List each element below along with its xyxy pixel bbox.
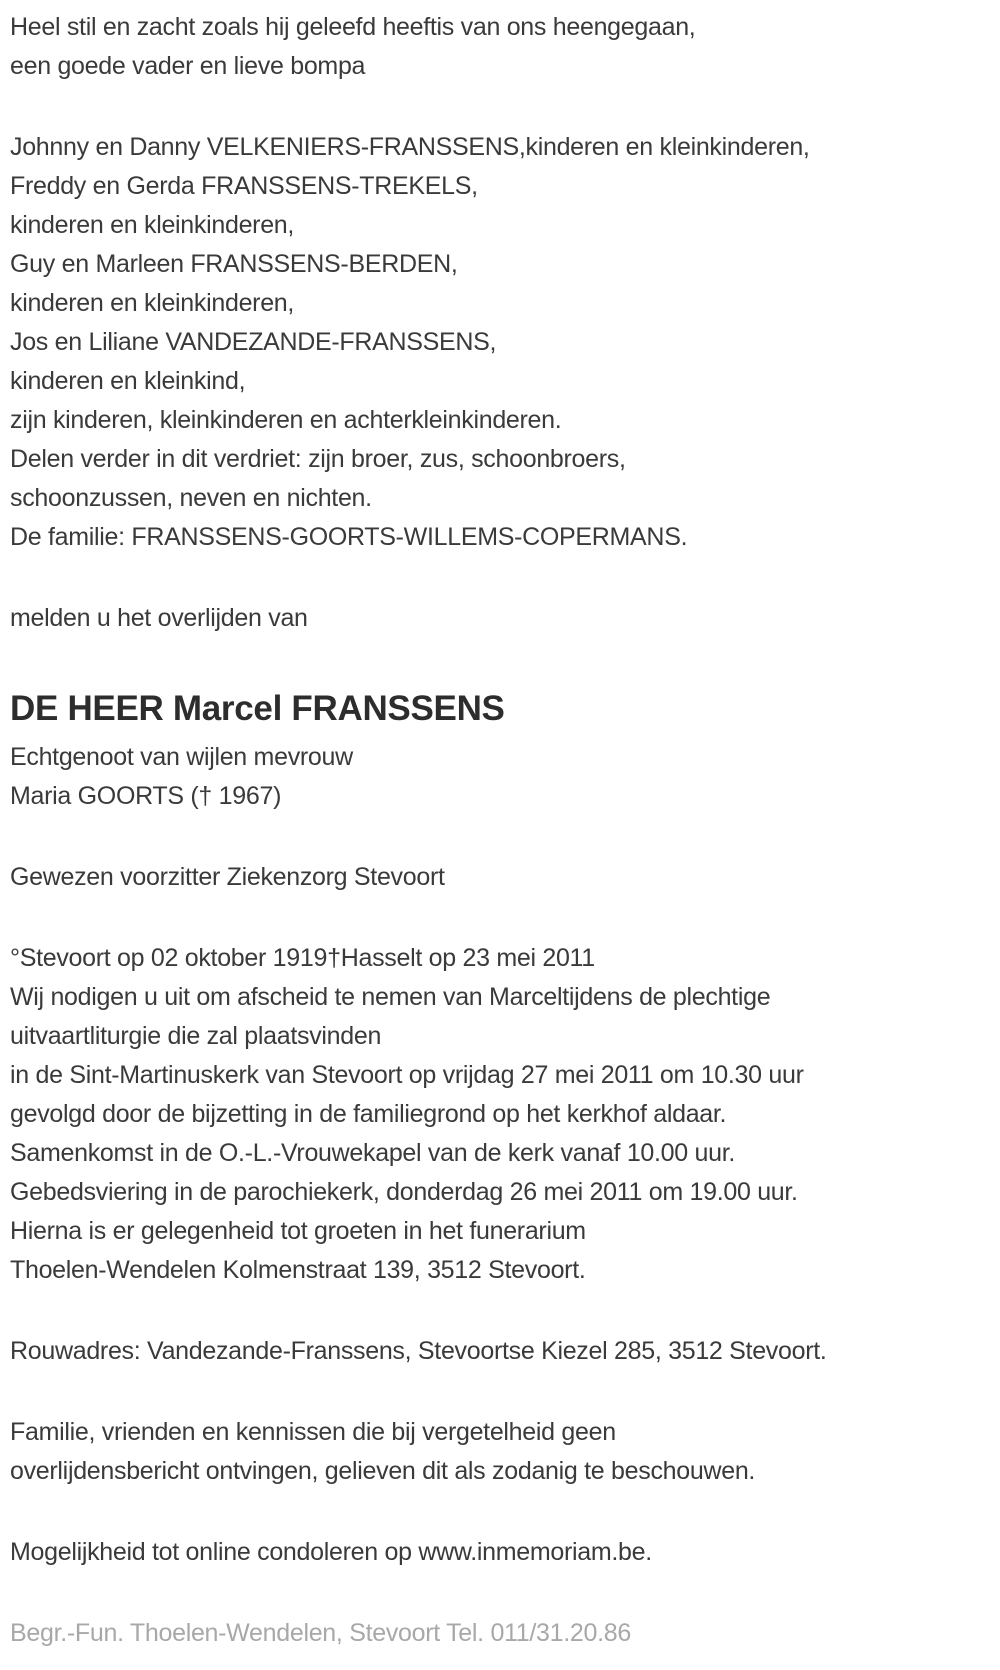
funeral-home-credit: Begr.-Fun. Thoelen-Wendelen, Stevoort Tel. 011/31.20.86 — [10, 1619, 631, 1647]
text-line: Maria GOORTS († 1967) — [10, 782, 282, 810]
deceased-name-title: DE HEER Marcel FRANSSENS — [10, 689, 505, 728]
obituary-text-block — [10, 8, 1000, 1653]
text-line: °Stevoort op 02 oktober 1919†Hasselt op 23 mei 2011 — [10, 944, 595, 972]
blank-line — [10, 816, 1000, 858]
text-line: Hierna is er gelegenheid tot groeten in het funerarium — [10, 1217, 586, 1245]
text-line: Mogelijkheid tot online condoleren op www.inmemoriam.be. — [10, 1538, 652, 1566]
text-line: melden u het overlijden van — [10, 604, 308, 632]
text-line: Gewezen voorzitter Ziekenzorg Stevoort — [10, 863, 445, 891]
text-line: Wij nodigen u uit om afscheid te nemen van Marceltijdens de plechtige — [10, 983, 771, 1011]
text-line: Delen verder in dit verdriet: zijn broer, zus, schoonbroers, — [10, 445, 626, 473]
text-line: uitvaartliturgie die zal plaatsvinden — [10, 1022, 382, 1050]
text-line: Samenkomst in de O.-L.-Vrouwekapel van de kerk vanaf 10.00 uur. — [10, 1139, 736, 1167]
blank-line — [10, 1371, 1000, 1413]
text-line: een goede vader en lieve bompa — [10, 52, 366, 80]
text-line: gevolgd door de bijzetting in de familiegrond op het kerkhof aldaar. — [10, 1100, 727, 1128]
text-line: Rouwadres: Vandezande-Franssens, Stevoortse Kiezel 285, 3512 Stevoort. — [10, 1337, 827, 1365]
text-line: Gebedsviering in de parochiekerk, donderdag 26 mei 2011 om 19.00 uur. — [10, 1178, 798, 1206]
blank-line — [10, 897, 1000, 939]
text-line: kinderen en kleinkinderen, — [10, 211, 295, 239]
text-line: Thoelen-Wendelen Kolmenstraat 139, 3512 Stevoort. — [10, 1256, 586, 1284]
text-line: kinderen en kleinkinderen, — [10, 289, 295, 317]
text-line: Jos en Liliane VANDEZANDE-FRANSSENS, — [10, 328, 497, 356]
text-line: kinderen en kleinkind, — [10, 367, 246, 395]
text-line: schoonzussen, neven en nichten. — [10, 484, 372, 512]
blank-line — [10, 1572, 1000, 1614]
text-line: Familie, vrienden en kennissen die bij vergetelheid geen — [10, 1418, 616, 1446]
text-line: Freddy en Gerda FRANSSENS-TREKELS, — [10, 172, 478, 200]
blank-line — [10, 86, 1000, 128]
text-line: overlijdensbericht ontvingen, gelieven dit als zodanig te beschouwen. — [10, 1457, 756, 1485]
blank-line — [10, 1290, 1000, 1332]
text-line: Guy en Marleen FRANSSENS-BERDEN, — [10, 250, 458, 278]
text-line: De familie: FRANSSENS-GOORTS-WILLEMS-COPERMANS. — [10, 523, 688, 551]
text-line: Johnny en Danny VELKENIERS-FRANSSENS,kinderen en kleinkinderen, — [10, 133, 810, 161]
text-line: zijn kinderen, kleinkinderen en achterkleinkinderen. — [10, 406, 562, 434]
blank-line — [10, 557, 1000, 599]
blank-line — [10, 1491, 1000, 1533]
blank-line — [10, 638, 1000, 680]
text-line: Heel stil en zacht zoals hij geleefd heeftis van ons heengegaan, — [10, 13, 696, 41]
text-line: in de Sint-Martinuskerk van Stevoort op vrijdag 27 mei 2011 om 10.30 uur — [10, 1061, 804, 1089]
text-line: Echtgenoot van wijlen mevrouw — [10, 743, 353, 771]
